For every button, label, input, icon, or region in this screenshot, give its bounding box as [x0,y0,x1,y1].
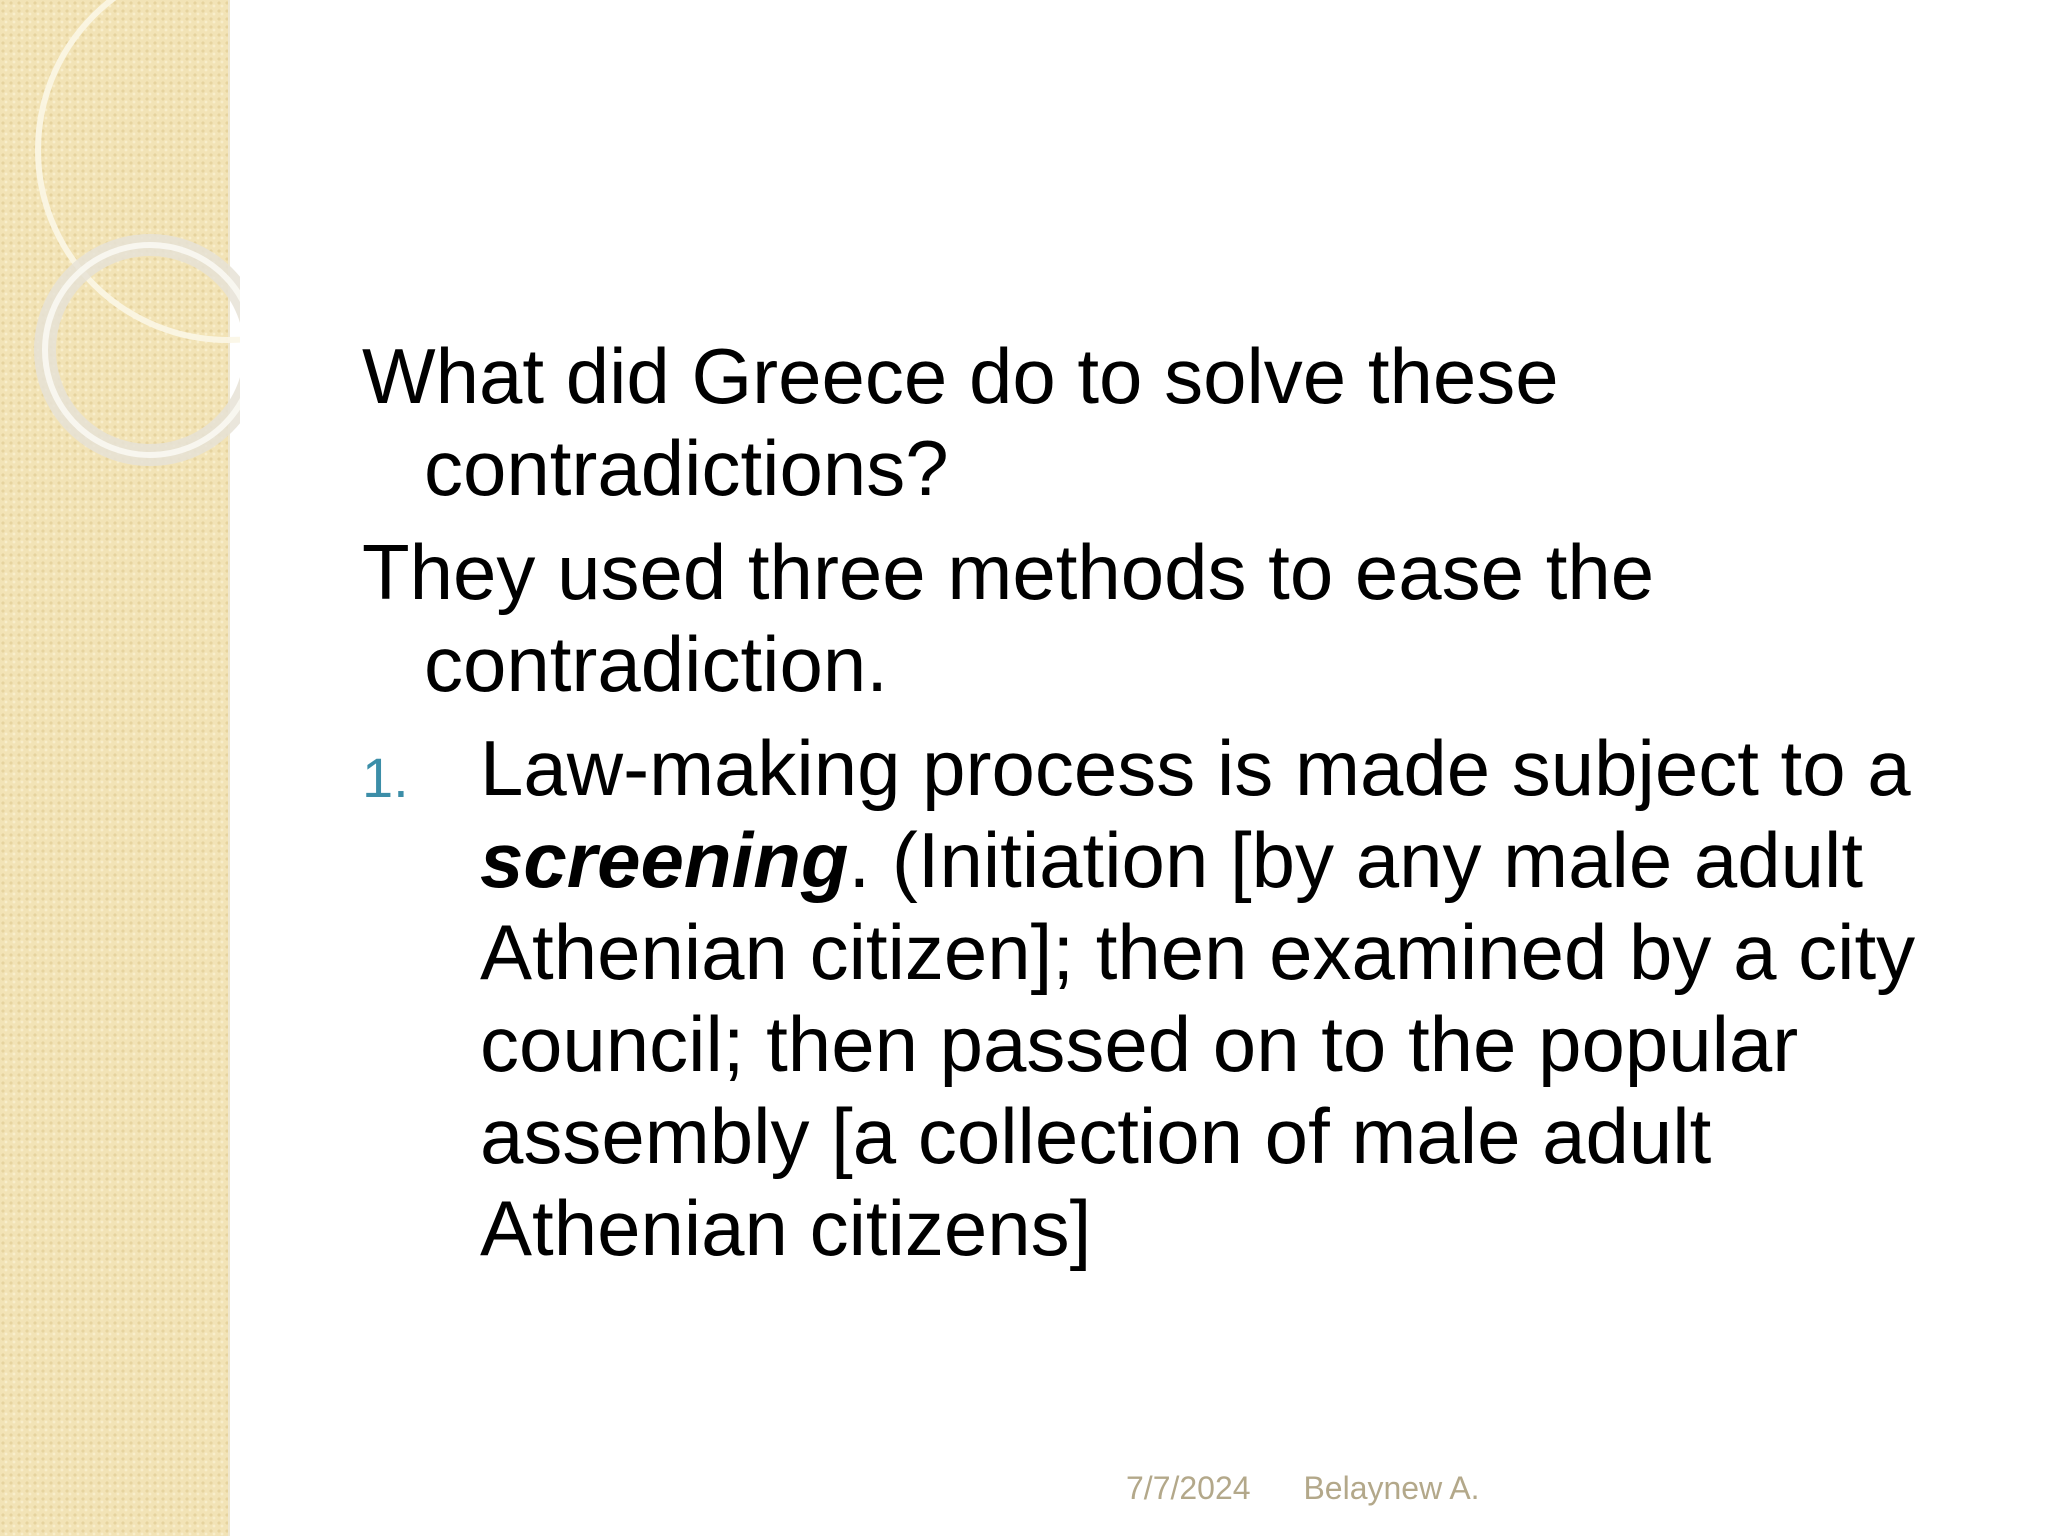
slide-body [362,330,2002,1274]
list-text-after: . (Initiation [by any male adult Athenian citizen]; then examined by a city council; then passed on to the popular assembly [a collection of male adult Athenian citizens] [480,816,1916,1272]
slide-footer [1126,1470,1480,1507]
list-number: 1. [362,746,409,809]
question-paragraph: What did Greece do to solve these contradictions? [362,332,1559,512]
list-emphasis: screening [480,816,849,904]
list-text-before: Law-making process is made subject to a [480,724,1911,812]
answer-paragraph: They used three methods to ease the contradiction. [362,528,1655,708]
footer-author: Belaynew A. [1303,1470,1480,1506]
footer-date: 7/7/2024 [1126,1470,1251,1506]
list-item [362,722,2002,1274]
decorative-rings-icon [0,0,240,520]
